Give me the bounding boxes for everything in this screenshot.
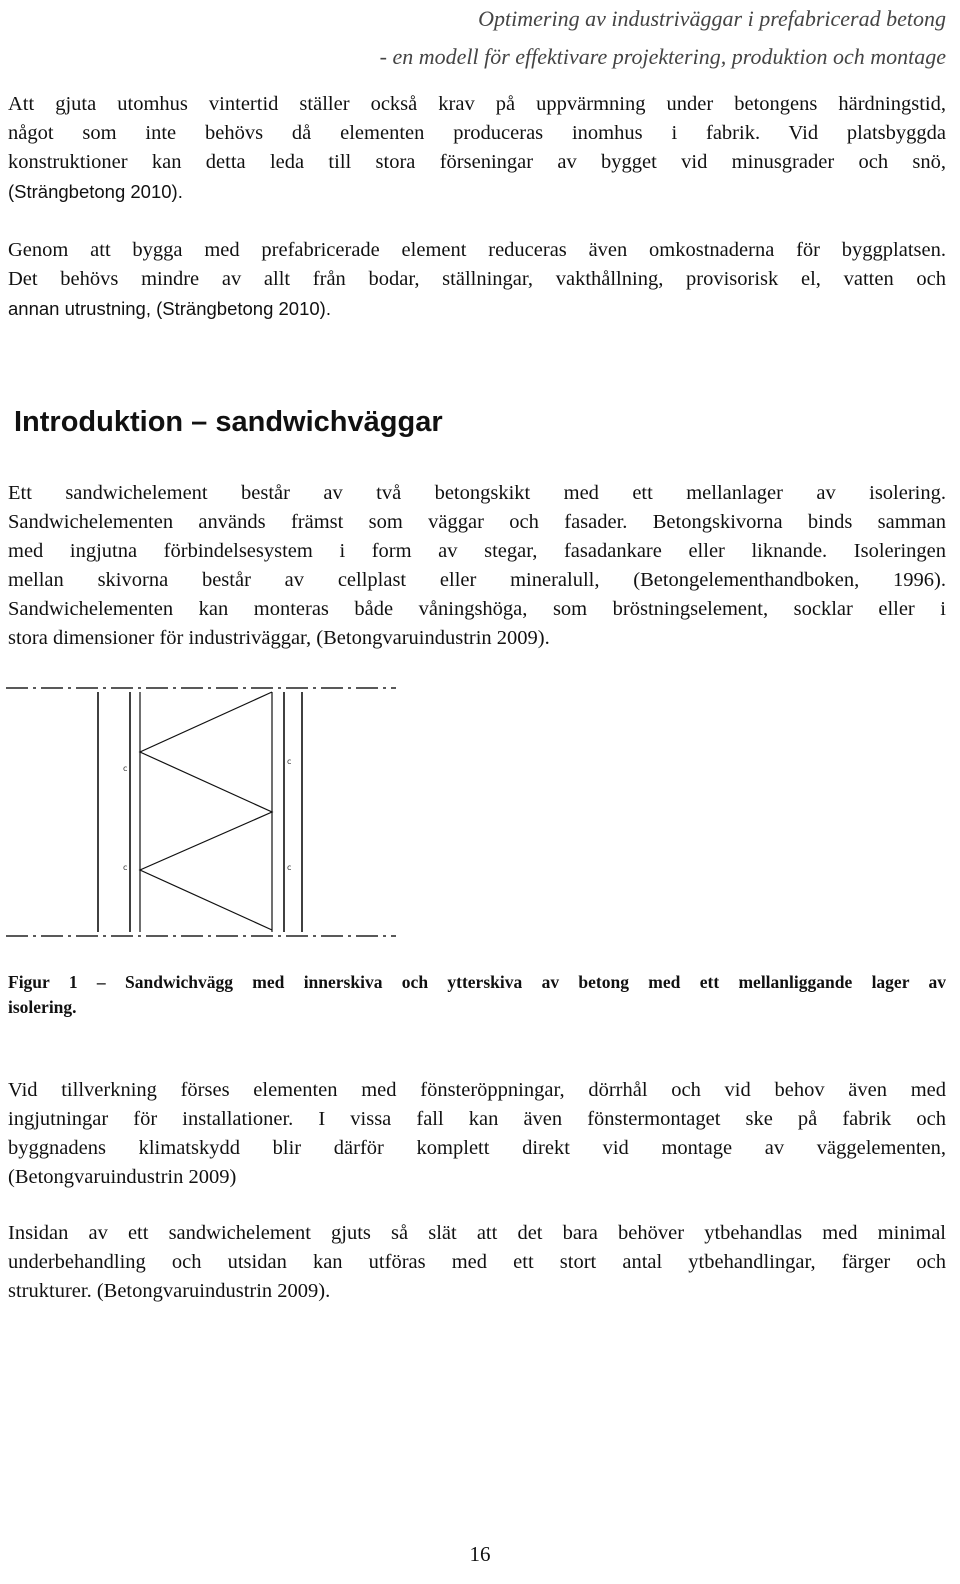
ladder-diagonal [140, 692, 272, 930]
figure-caption [8, 970, 946, 1020]
page-number: 16 [469, 1542, 491, 1566]
text-line: med ingjutna förbindelsesystem i form av stegar, fasadankare eller liknande. Isoleringen [8, 540, 946, 562]
text-line: Att gjuta utomhus vintertid ställer också krav på uppvärmning under betongens härdningstid, [8, 93, 946, 115]
text-line: (Strängbetong 2010). [8, 181, 183, 202]
text-line: konstruktioner kan detta leda till stora förseningar av bygget vid minusgrader och snö, [8, 151, 946, 173]
anchor-marker-label: c [287, 757, 292, 766]
text-line: byggnadens klimatskydd blir därför komplett direkt vid montage av väggelementen, [8, 1137, 946, 1159]
running-header-subtitle: - en modell för effektivare projektering, produktion och montage [379, 44, 946, 69]
text-line: Sandwichelementen används främst som väggar och fasader. Betongskivorna binds samman [8, 511, 946, 533]
paragraph-surface-treatment [8, 1219, 946, 1306]
paragraph-winter-casting [8, 90, 946, 206]
paragraph-manufacturing [8, 1076, 946, 1192]
running-header-title: Optimering av industriväggar i prefabricerad betong [478, 6, 946, 31]
text-line: annan utrustning, (Strängbetong 2010). [8, 298, 331, 319]
inner-concrete-slab [98, 692, 130, 932]
text-line: ingjutningar för installationer. I vissa fall kan även fönstermontaget ske på fabrik och [8, 1108, 946, 1130]
section-heading: Introduktion – sandwichväggar [14, 406, 443, 438]
outer-concrete-slab [284, 692, 302, 932]
text-line: (Betongvaruindustrin 2009) [8, 1166, 237, 1188]
text-line: mellan skivorna består av cellplast eller mineralull, (Betongelementhandboken, 1996). [8, 569, 946, 591]
text-line: Det behövs mindre av allt från bodar, ställningar, vakthållning, provisorisk el, vatten och [8, 268, 946, 290]
text-line: Insidan av ett sandwichelement gjuts så slät att det bara behöver ytbehandlas med minimal [8, 1222, 946, 1244]
caption-line: isolering. [8, 997, 77, 1017]
sandwich-wall-figure [0, 680, 420, 942]
text-line: Sandwichelementen kan monteras både våningshöga, som bröstningselement, socklar eller i [8, 598, 946, 620]
caption-line: Figur 1 – Sandwichvägg med innerskiva och ytterskiva av betong med ett mellanliggande lager av [8, 972, 946, 992]
text-line: underbehandling och utsidan kan utföras med ett stort antal ytbehandlingar, färger och [8, 1251, 946, 1273]
text-line: Vid tillverkning förses elementen med fönsteröppningar, dörrhål och vid behov även med [8, 1079, 946, 1101]
connector-ladder [140, 692, 272, 932]
text-line: strukturer. (Betongvaruindustrin 2009). [8, 1280, 331, 1302]
anchor-marker-label: c [123, 863, 128, 872]
anchor-marker-label: c [287, 863, 292, 872]
text-line: Ett sandwichelement består av två betongskikt med ett mellanlager av isolering. [8, 482, 946, 504]
text-line: Genom att bygga med prefabricerade element reduceras även omkostnaderna för byggplatsen. [8, 239, 946, 261]
running-header [380, 0, 946, 76]
paragraph-site-costs [8, 236, 946, 323]
anchor-marker-label: c [123, 764, 128, 773]
text-line: något som inte behövs då elementen produceras inomhus i fabrik. Vid platsbyggda [8, 122, 946, 144]
paragraph-sandwich-intro [8, 479, 946, 653]
text-line: stora dimensioner för industriväggar, (Betongvaruindustrin 2009). [8, 627, 550, 649]
